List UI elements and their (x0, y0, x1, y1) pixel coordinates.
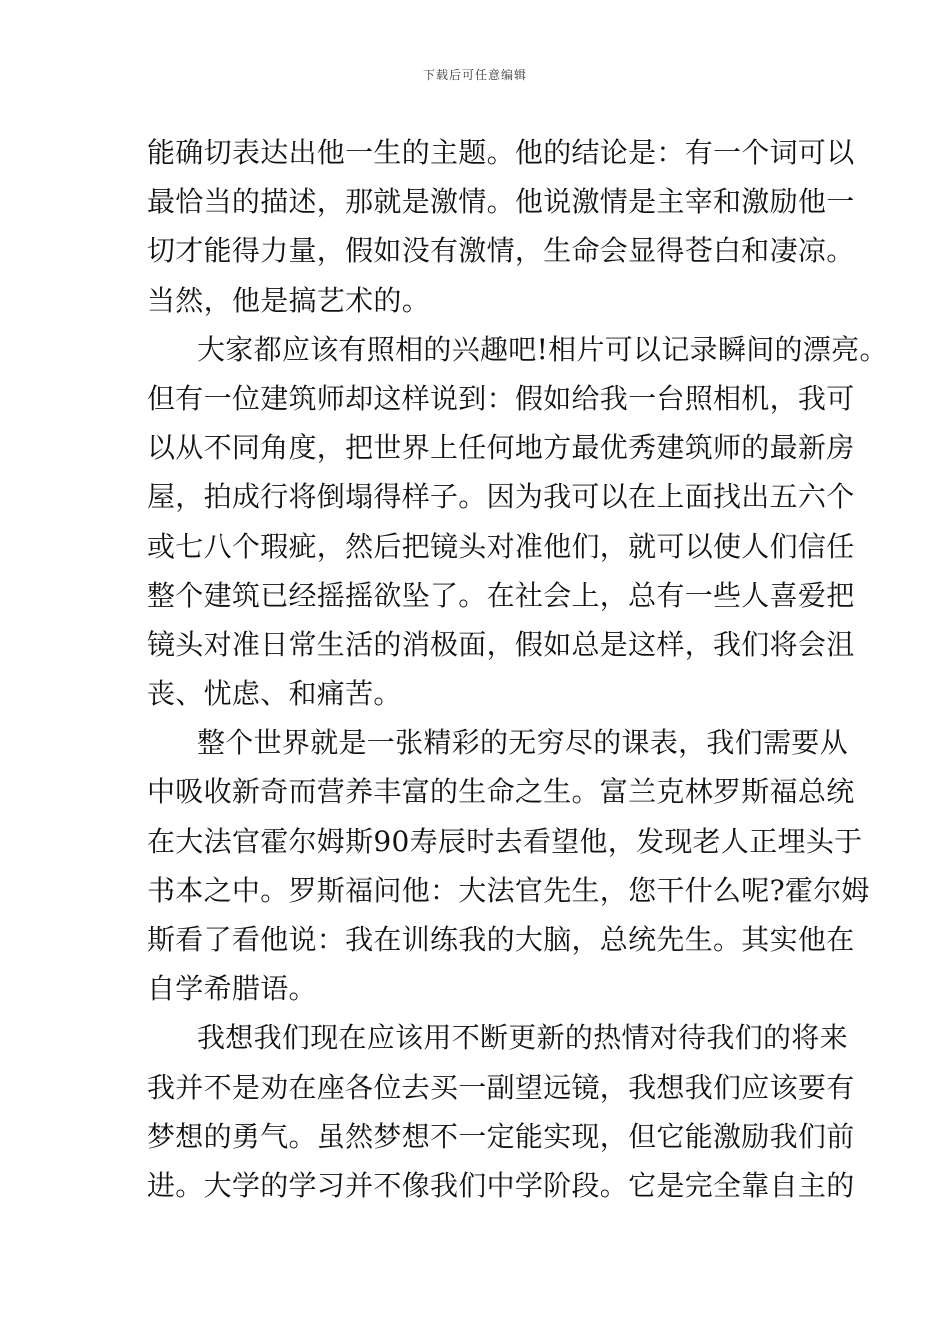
text-line: 中吸收新奇而营养丰富的生命之生。富兰克林罗斯福总统 (147, 775, 855, 809)
paragraph-2 (147, 325, 888, 719)
text-line: 当然，他是搞艺术的。 (147, 283, 431, 317)
text-line: 切才能得力量，假如没有激情，生命会显得苍白和凄凉。 (147, 234, 855, 268)
text-line: 丧、忧虑、和痛苦。 (147, 677, 402, 711)
text-line: 在大法官霍尔姆斯90寿辰时去看望他，发现老人正埋头于 (147, 824, 863, 858)
paragraph-4 (147, 1013, 855, 1210)
text-line: 自学希腊语。 (147, 972, 317, 1006)
text-line: 我并不是劝在座各位去买一副望远镜，我想我们应该要有 (147, 1070, 855, 1104)
text-line: 我想我们现在应该用不断更新的热情对待我们的将来 (197, 1021, 848, 1055)
text-line: 大家都应该有照相的兴趣吧!相片可以记录瞬间的漂亮。 (197, 332, 888, 366)
text-line: 或七八个瑕疵，然后把镜头对准他们，就可以使人们信任 (147, 529, 855, 563)
text-line: 镜头对准日常生活的消极面，假如总是这样，我们将会沮 (147, 627, 855, 661)
text-line: 斯看了看他说：我在训练我的大脑，总统先生。其实他在 (147, 923, 855, 956)
text-line: 但有一位建筑师却这样说到：假如给我一台照相机，我可 (147, 381, 855, 415)
text-line: 屋，拍成行将倒塌得样子。因为我可以在上面找出五六个 (147, 480, 855, 514)
page-header: 下载后可任意编辑 (422, 68, 527, 82)
document-body (147, 128, 888, 1210)
text-line: 书本之中。罗斯福问他：大法官先生，您干什么呢?霍尔姆 (147, 873, 870, 907)
text-line: 进。大学的学习并不像我们中学阶段。它是完全靠自主的 (147, 1168, 855, 1202)
paragraph-1 (147, 128, 855, 325)
paragraph-3 (147, 718, 870, 1013)
text-line: 最恰当的描述，那就是激情。他说激情是主宰和激励他一 (147, 185, 855, 219)
text-line: 整个世界就是一张精彩的无穷尽的课表，我们需要从 (197, 726, 848, 760)
text-line: 以从不同角度，把世界上任何地方最优秀建筑师的最新房 (147, 431, 855, 465)
text-line: 能确切表达出他一生的主题。他的结论是：有一个词可以 (147, 136, 855, 169)
text-line: 梦想的勇气。虽然梦想不一定能实现，但它能激励我们前 (147, 1119, 855, 1153)
text-line: 整个建筑已经摇摇欲坠了。在社会上，总有一些人喜爱把 (147, 578, 855, 612)
